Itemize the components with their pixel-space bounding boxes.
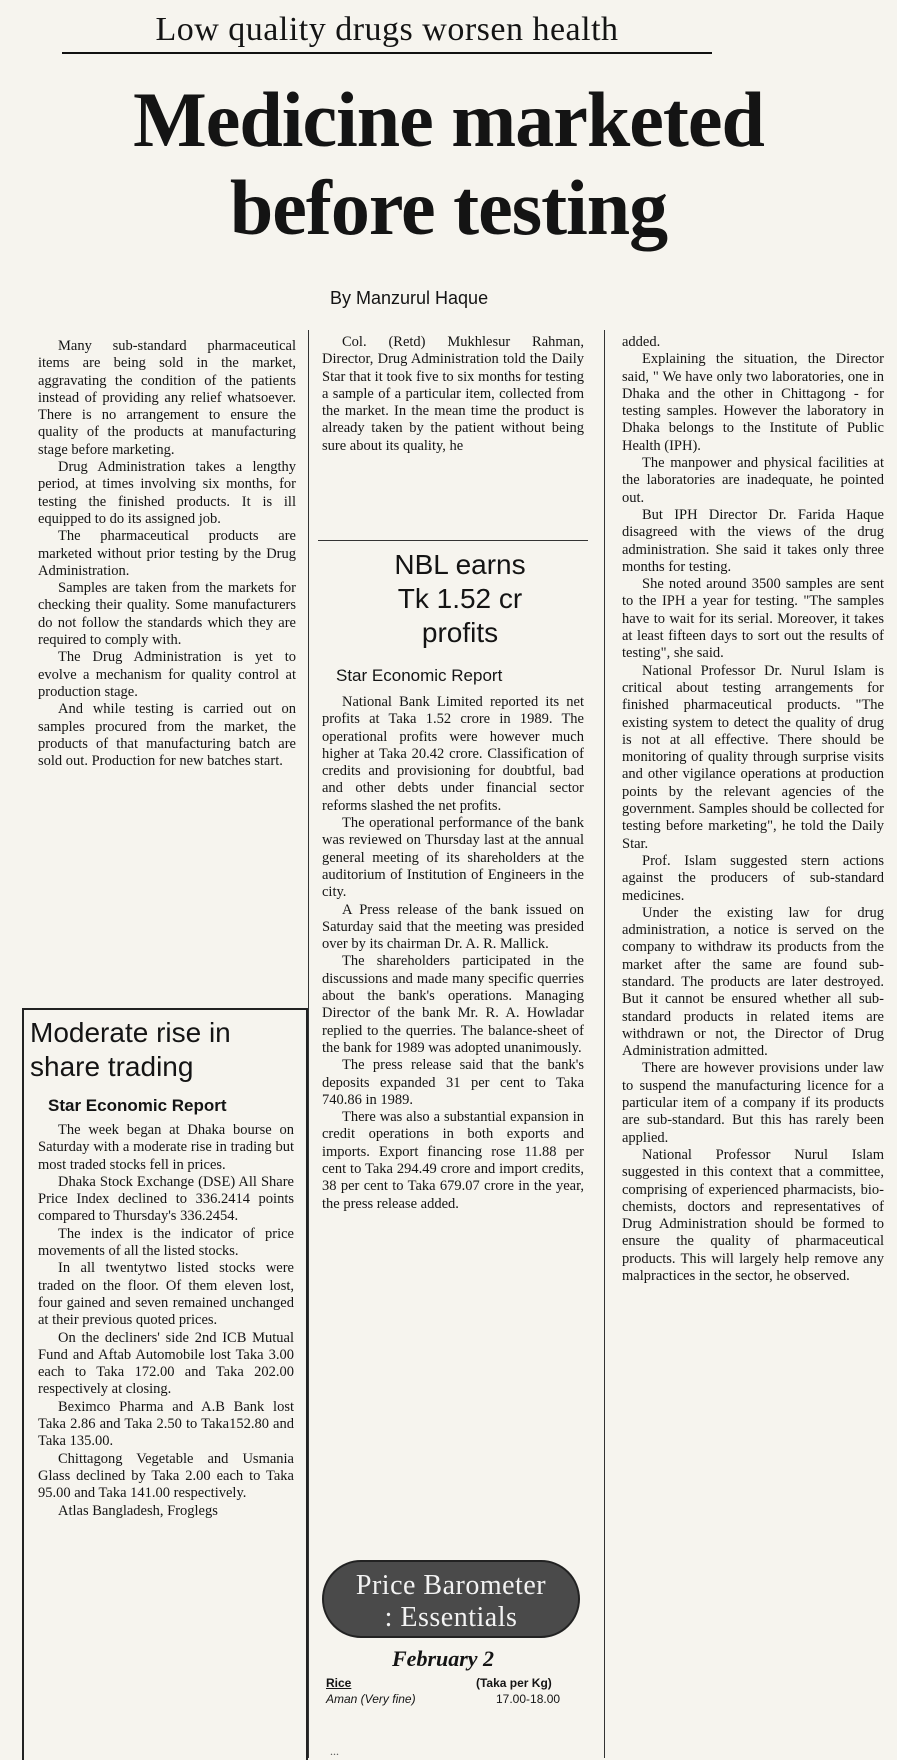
paragraph: The manpower and physical facilities at the laboratories are inadequate, he pointed out. bbox=[622, 455, 884, 506]
paragraph: The press release said that the bank's deposits expanded 31 per cent to Taka 740.86 in 1989. bbox=[322, 1057, 584, 1108]
paragraph: Col. (Retd) Mukhlesur Rahman, Director, Drug Administration told the Daily Star that it took five to six months for testing a sample of a particular item, collected from the market. In the mean time the product is already taken by the patient without being sure about its quality, he bbox=[322, 334, 584, 454]
paragraph: National Professor Nurul Islam suggested in this context that a committee, comprising of experienced pharmacists, bio-chemists, doctors and representatives of Drug Administration should be formed to ensure the quality of pharmaceutical products. This will largely help remove any malpractices in the sector, he observed. bbox=[622, 1146, 884, 1285]
paragraph: Beximco Pharma and A.B Bank lost Taka 2.86 and Taka 2.50 to Taka152.80 and Taka 135.00. bbox=[38, 1398, 294, 1450]
paragraph: Many sub-standard pharmaceutical items are being sold in the market, aggravating the condition of the patients instead of providing any relief whatsoever. There is no arrangement to ensure the quality of the products at manufacturing stage before marketing. bbox=[38, 338, 296, 458]
price-barometer-title-1: Price Barometer bbox=[355, 1570, 547, 1601]
story-divider bbox=[318, 540, 588, 541]
nbl-story-body bbox=[322, 694, 584, 1213]
share-story-body bbox=[38, 1122, 294, 1520]
paragraph: The index is the indicator of price movements of all the listed stocks. bbox=[38, 1225, 294, 1260]
paragraph: Explaining the situation, the Director said, " We have only two laboratories, one in Dhaka and the other in Chittagong - for testing samples. However the laboratory in Dhaka belongs to the Institute of Public Health (IPH). bbox=[622, 351, 884, 454]
main-story-column-1 bbox=[38, 338, 296, 770]
paragraph: There are however provisions under law to suspend the manufacturing licence for a particular item of a company if its products are sub-standard. But this has rarely been applied. bbox=[622, 1060, 884, 1146]
paragraph: The Drug Administration is yet to evolve a mechanism for quality control at production stage. bbox=[38, 649, 296, 700]
price-barometer-date: February 2 bbox=[392, 1646, 495, 1671]
price-barometer-title-2: : Essentials bbox=[384, 1602, 518, 1633]
paragraph: The week began at Dhaka bourse on Saturday with a moderate rise in trading but most traded stocks fell in prices. bbox=[38, 1122, 294, 1173]
nbl-headline bbox=[330, 548, 590, 650]
item-price: 17.00-18.00 bbox=[496, 1692, 561, 1706]
unit-label: (Taka per Kg) bbox=[476, 1676, 552, 1690]
paragraph: Samples are taken from the markets for checking their quality. Some manufacturers do not follow the standards which they are required to comply with. bbox=[38, 580, 296, 649]
kicker: Low quality drugs worsen health bbox=[62, 10, 712, 54]
paragraph: added. bbox=[622, 334, 661, 350]
paragraph: She noted around 3500 samples are sent to the IPH a year for testing. "The samples have to wait for its serial. Moreover, it takes at least fifteen days to sort out the results of testing", she said. bbox=[622, 576, 884, 662]
paragraph: Under the existing law for drug administration, a notice is served on the company to withdraw its products from the market after the same are found sub-standard. The products are later destroyed. But it cannot be ensured whether all sub-standard products in related items are withdrawn or not, the Director of Drug Administration admitted. bbox=[622, 904, 884, 1060]
paragraph: Atlas Bangladesh, Froglegs bbox=[58, 1502, 218, 1519]
nbl-headline-line-1: NBL earns bbox=[394, 549, 526, 580]
share-source: Star Economic Report bbox=[48, 1096, 227, 1115]
main-story-column-2 bbox=[322, 334, 584, 455]
paragraph: There was also a substantial expansion in credit operations in both exports and imports. Export financing rose 11.88 per cent to Taka 294.49 crore and import credits, 38 per cent to Taka 679.07 crore in the year, the press release added. bbox=[322, 1109, 584, 1212]
paragraph: Prof. Islam suggested stern actions against the producers of sub-standard medicines. bbox=[622, 852, 884, 904]
nbl-source: Star Economic Report bbox=[336, 666, 503, 685]
share-headline bbox=[30, 1016, 300, 1084]
price-barometer-continued: ... bbox=[330, 1744, 339, 1758]
share-headline-line-1: Moderate rise in bbox=[30, 1017, 231, 1048]
byline: By Manzurul Haque bbox=[330, 288, 489, 308]
paragraph: The pharmaceutical products are marketed without prior testing by the Drug Administration. bbox=[38, 528, 296, 579]
headline-line-1: Medicine marketed bbox=[133, 76, 764, 163]
paragraph: But IPH Director Dr. Farida Haque disagreed with the views of the drug administration. She said it takes only three months for testing. bbox=[622, 506, 884, 575]
column-rule bbox=[604, 330, 605, 1758]
paragraph: A Press release of the bank issued on Saturday said that the meeting was presided over by its chairman Dr. A. R. Mallick. bbox=[322, 901, 584, 953]
rice-label: Rice bbox=[326, 1676, 352, 1690]
headline bbox=[0, 76, 897, 252]
paragraph: On the decliners' side 2nd ICB Mutual Fund and Aftab Automobile lost Taka 3.00 each to Taka 172.00 and Taka 202.00 respectively at closing. bbox=[38, 1329, 294, 1398]
headline-line-2: before testing bbox=[229, 164, 668, 251]
item-name: Aman (Very fine) bbox=[326, 1692, 416, 1706]
nbl-headline-line-3: profits bbox=[421, 617, 499, 648]
paragraph: The operational performance of the bank was reviewed on Thursday last at the annual general meeting of its shareholders at the auditorium of Institution of Engineers in the city. bbox=[322, 815, 584, 901]
paragraph: In all twentytwo listed stocks were traded on the floor. Of them eleven lost, four gained and seven remained unchanged at their previous quoted prices. bbox=[38, 1260, 294, 1329]
paragraph: And while testing is carried out on samples procured from the market, the products of that manufacturing batch are sold out. Production for new batches start. bbox=[38, 701, 296, 770]
paragraph: Drug Administration takes a lengthy period, at times involving six months, for testing the finished products. It is ill equipped to do its assigned job. bbox=[38, 459, 296, 527]
paragraph: The shareholders participated in the discussions and made many specific querries about the bank's operations. Managing Director of the bank Mr. R. A. Howladar replied to the querries. The balance-sheet of the bank for 1989 was adopted unanimously. bbox=[322, 953, 584, 1056]
paragraph: Dhaka Stock Exchange (DSE) All Share Price Index declined to 336.2414 points compared to Thursday's 336.2454. bbox=[38, 1173, 294, 1225]
main-story-column-3 bbox=[622, 334, 884, 1285]
price-barometer-banner bbox=[322, 1560, 580, 1638]
nbl-headline-line-2: Tk 1.52 cr bbox=[397, 583, 523, 614]
paragraph: Chittagong Vegetable and Usmania Glass declined by Taka 2.00 each to Taka 95.00 and Taka 141.00 respectively. bbox=[38, 1450, 294, 1502]
column-rule bbox=[308, 330, 309, 1758]
paragraph: National Professor Dr. Nurul Islam is critical about testing arrangements for finished pharmaceutical products. "The existing system to detect the quality of drug is not at all effective. There should be monitoring of quality through surprise visits and other vigilance operations at production points by the relevant agencies of the government. Samples should be collected for testing before marketing", he told the Daily Star. bbox=[622, 662, 884, 852]
paragraph: National Bank Limited reported its net profits at Taka 1.52 crore in 1989. The operational profits were however much higher at Taka 20.42 crore. Classification of credits and provisioning for doubtful, bad and other debts under financial sector reforms slashed the net profits. bbox=[322, 694, 584, 814]
share-headline-line-2: share trading bbox=[30, 1051, 194, 1082]
